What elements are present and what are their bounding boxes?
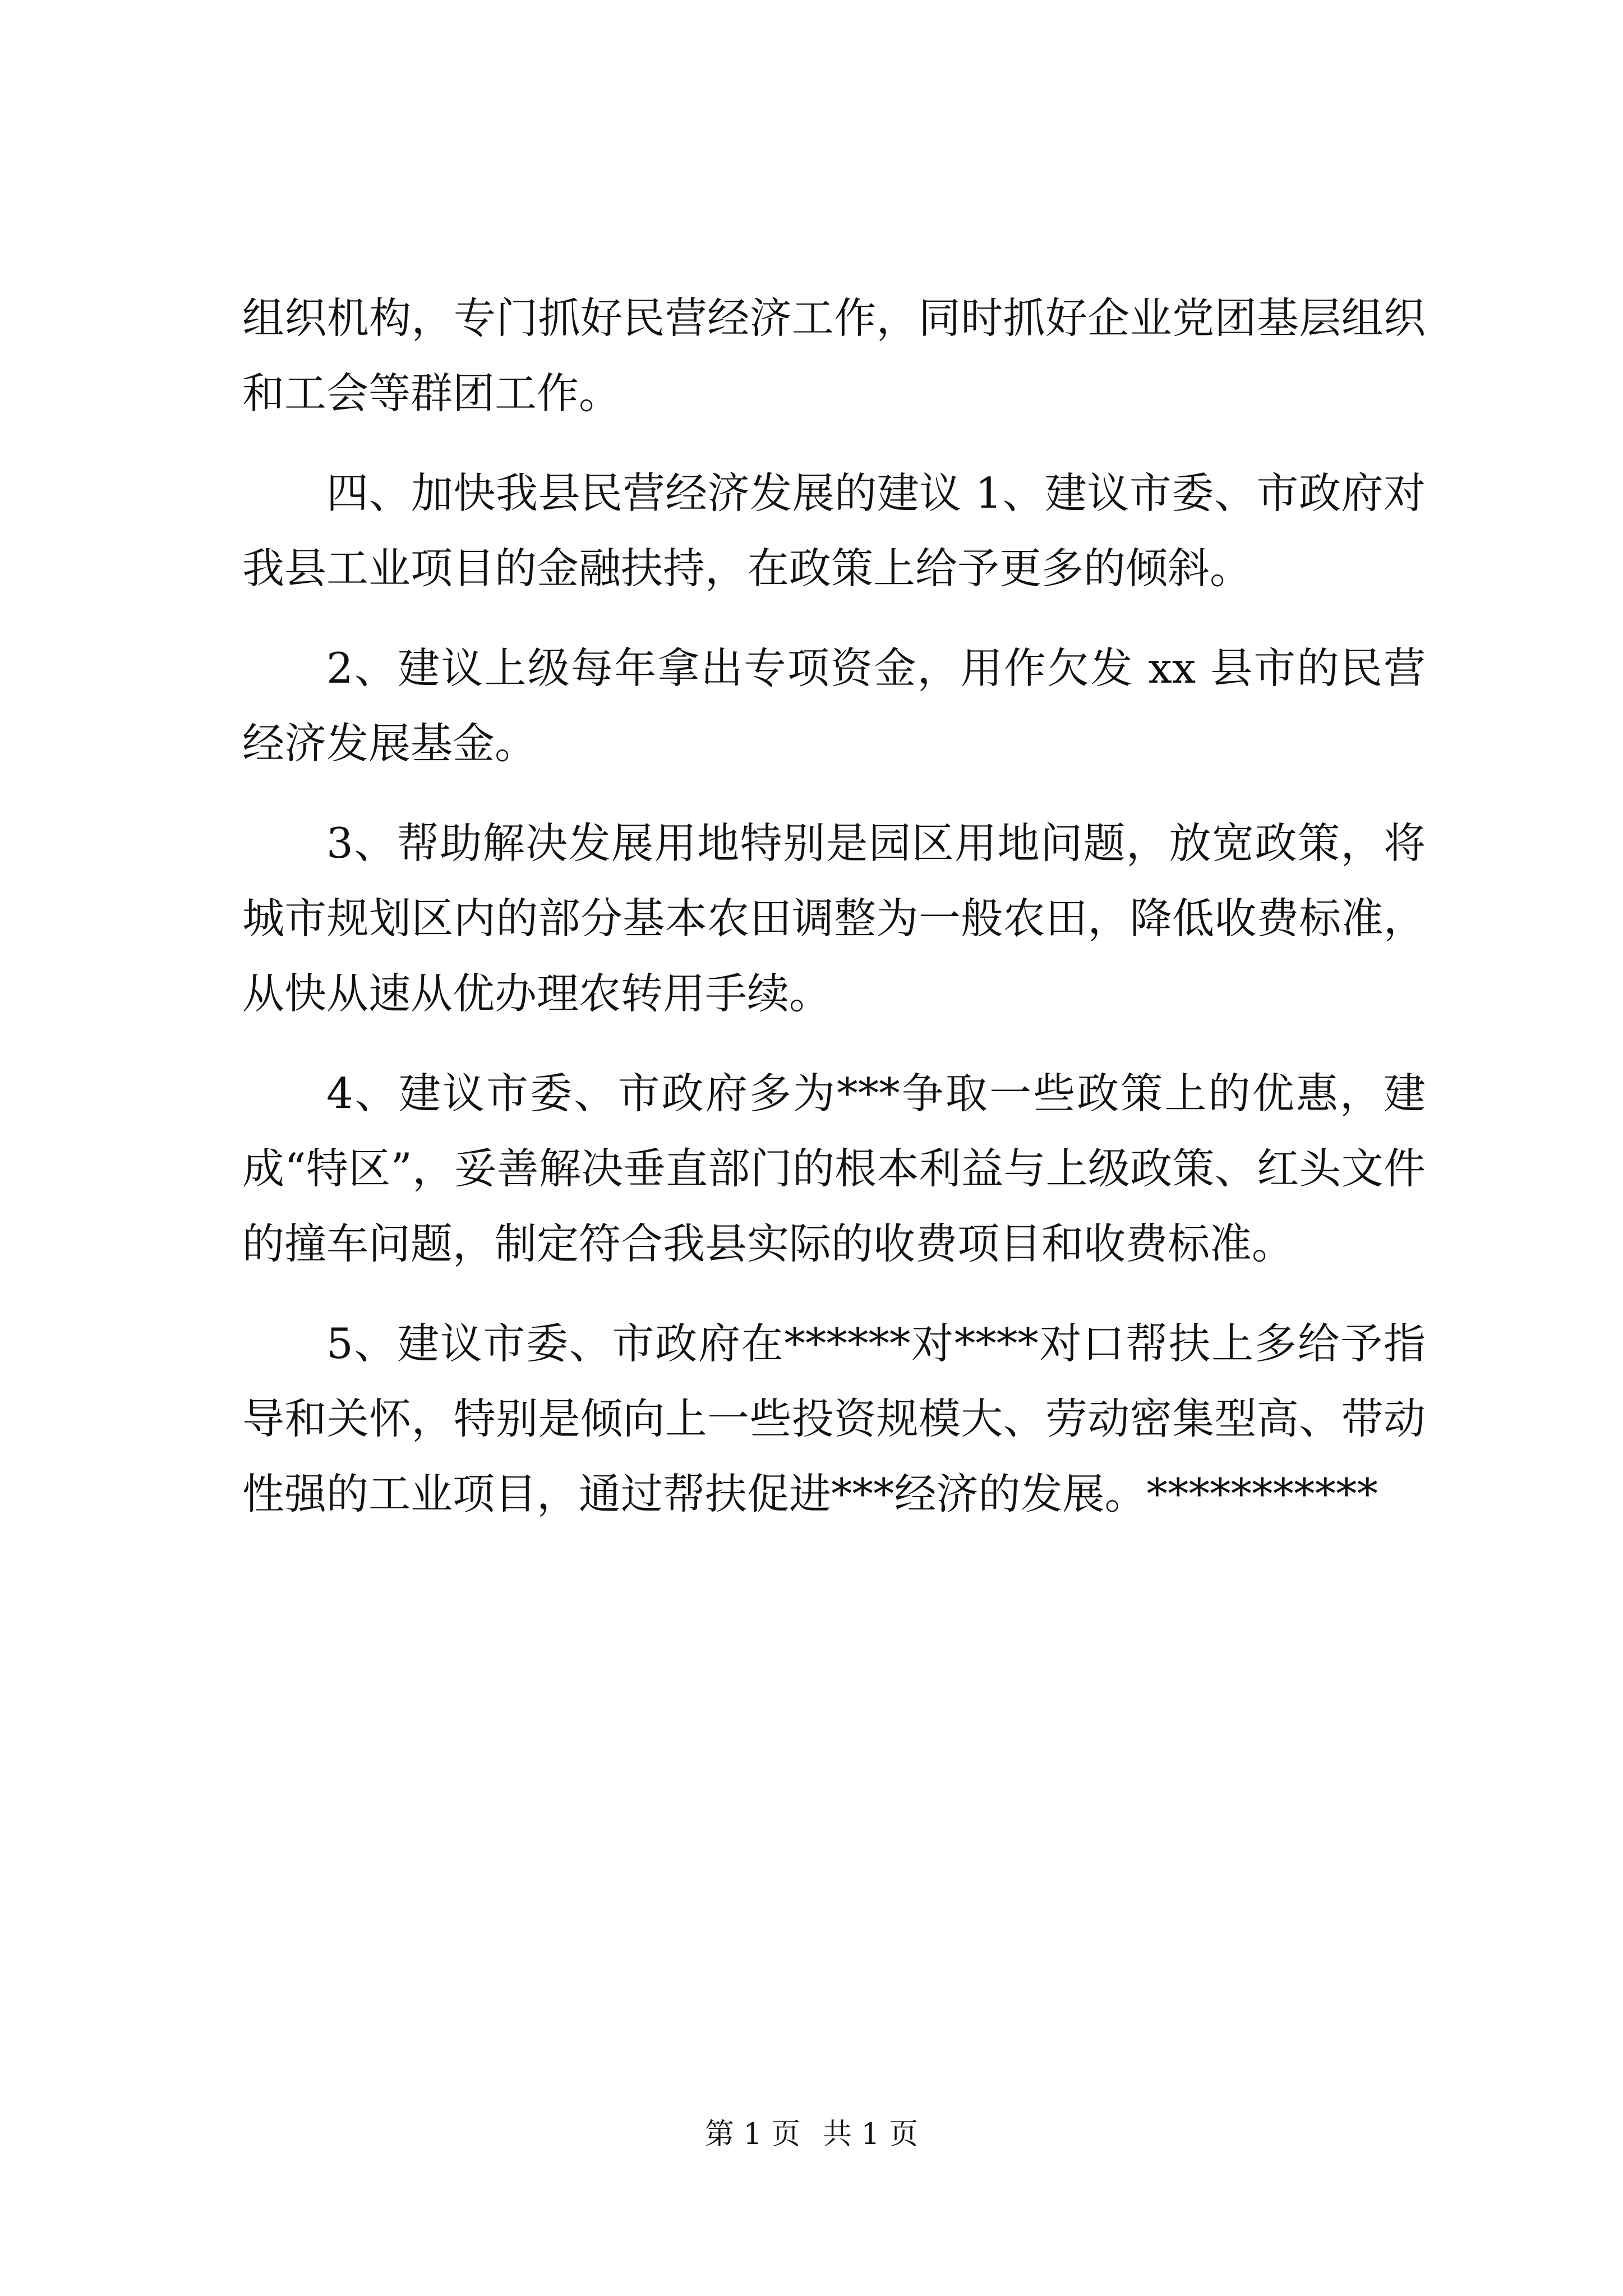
document-body	[242, 280, 1426, 1556]
paragraph-4: 3、帮助解决发展用地特别是园区用地问题，放宽政策，将城市规划区内的部分基本农田调整为一般农田，降低收费标准，从快从速从优办理农转用手续。	[242, 818, 1426, 1018]
page-number: 第 1 页	[704, 2118, 800, 2151]
paragraph-1: 组织机构，专门抓好民营经济工作，同时抓好企业党团基层组织和工会等群团工作。	[242, 293, 1426, 418]
paragraph-5: 4、建议市委、市政府多为***争取一些政策上的优惠，建成“特区”，妥善解决垂直部门的根本利益与上级政策、红头文件的撞车问题，制定符合我县实际的收费项目和收费标准。	[242, 1069, 1426, 1268]
page-total: 共 1 页	[823, 2118, 919, 2151]
paragraph-3: 2、建议上级每年拿出专项资金，用作欠发 xx 县市的民营经济发展基金。	[242, 643, 1426, 768]
paragraph-6: 5、建议市委、市政府在******对****对口帮扶上多给予指导和关怀，特别是倾向上一些投资规模大、劳动密集型高、带动性强的工业项目，通过帮扶促进***经济的发展。***********	[242, 1319, 1426, 1519]
page-footer	[0, 2115, 1623, 2154]
paragraph-2: 四、加快我县民营经济发展的建议 1、建议市委、市政府对我县工业项目的金融扶持，在政策上给予更多的倾斜。	[242, 468, 1426, 593]
